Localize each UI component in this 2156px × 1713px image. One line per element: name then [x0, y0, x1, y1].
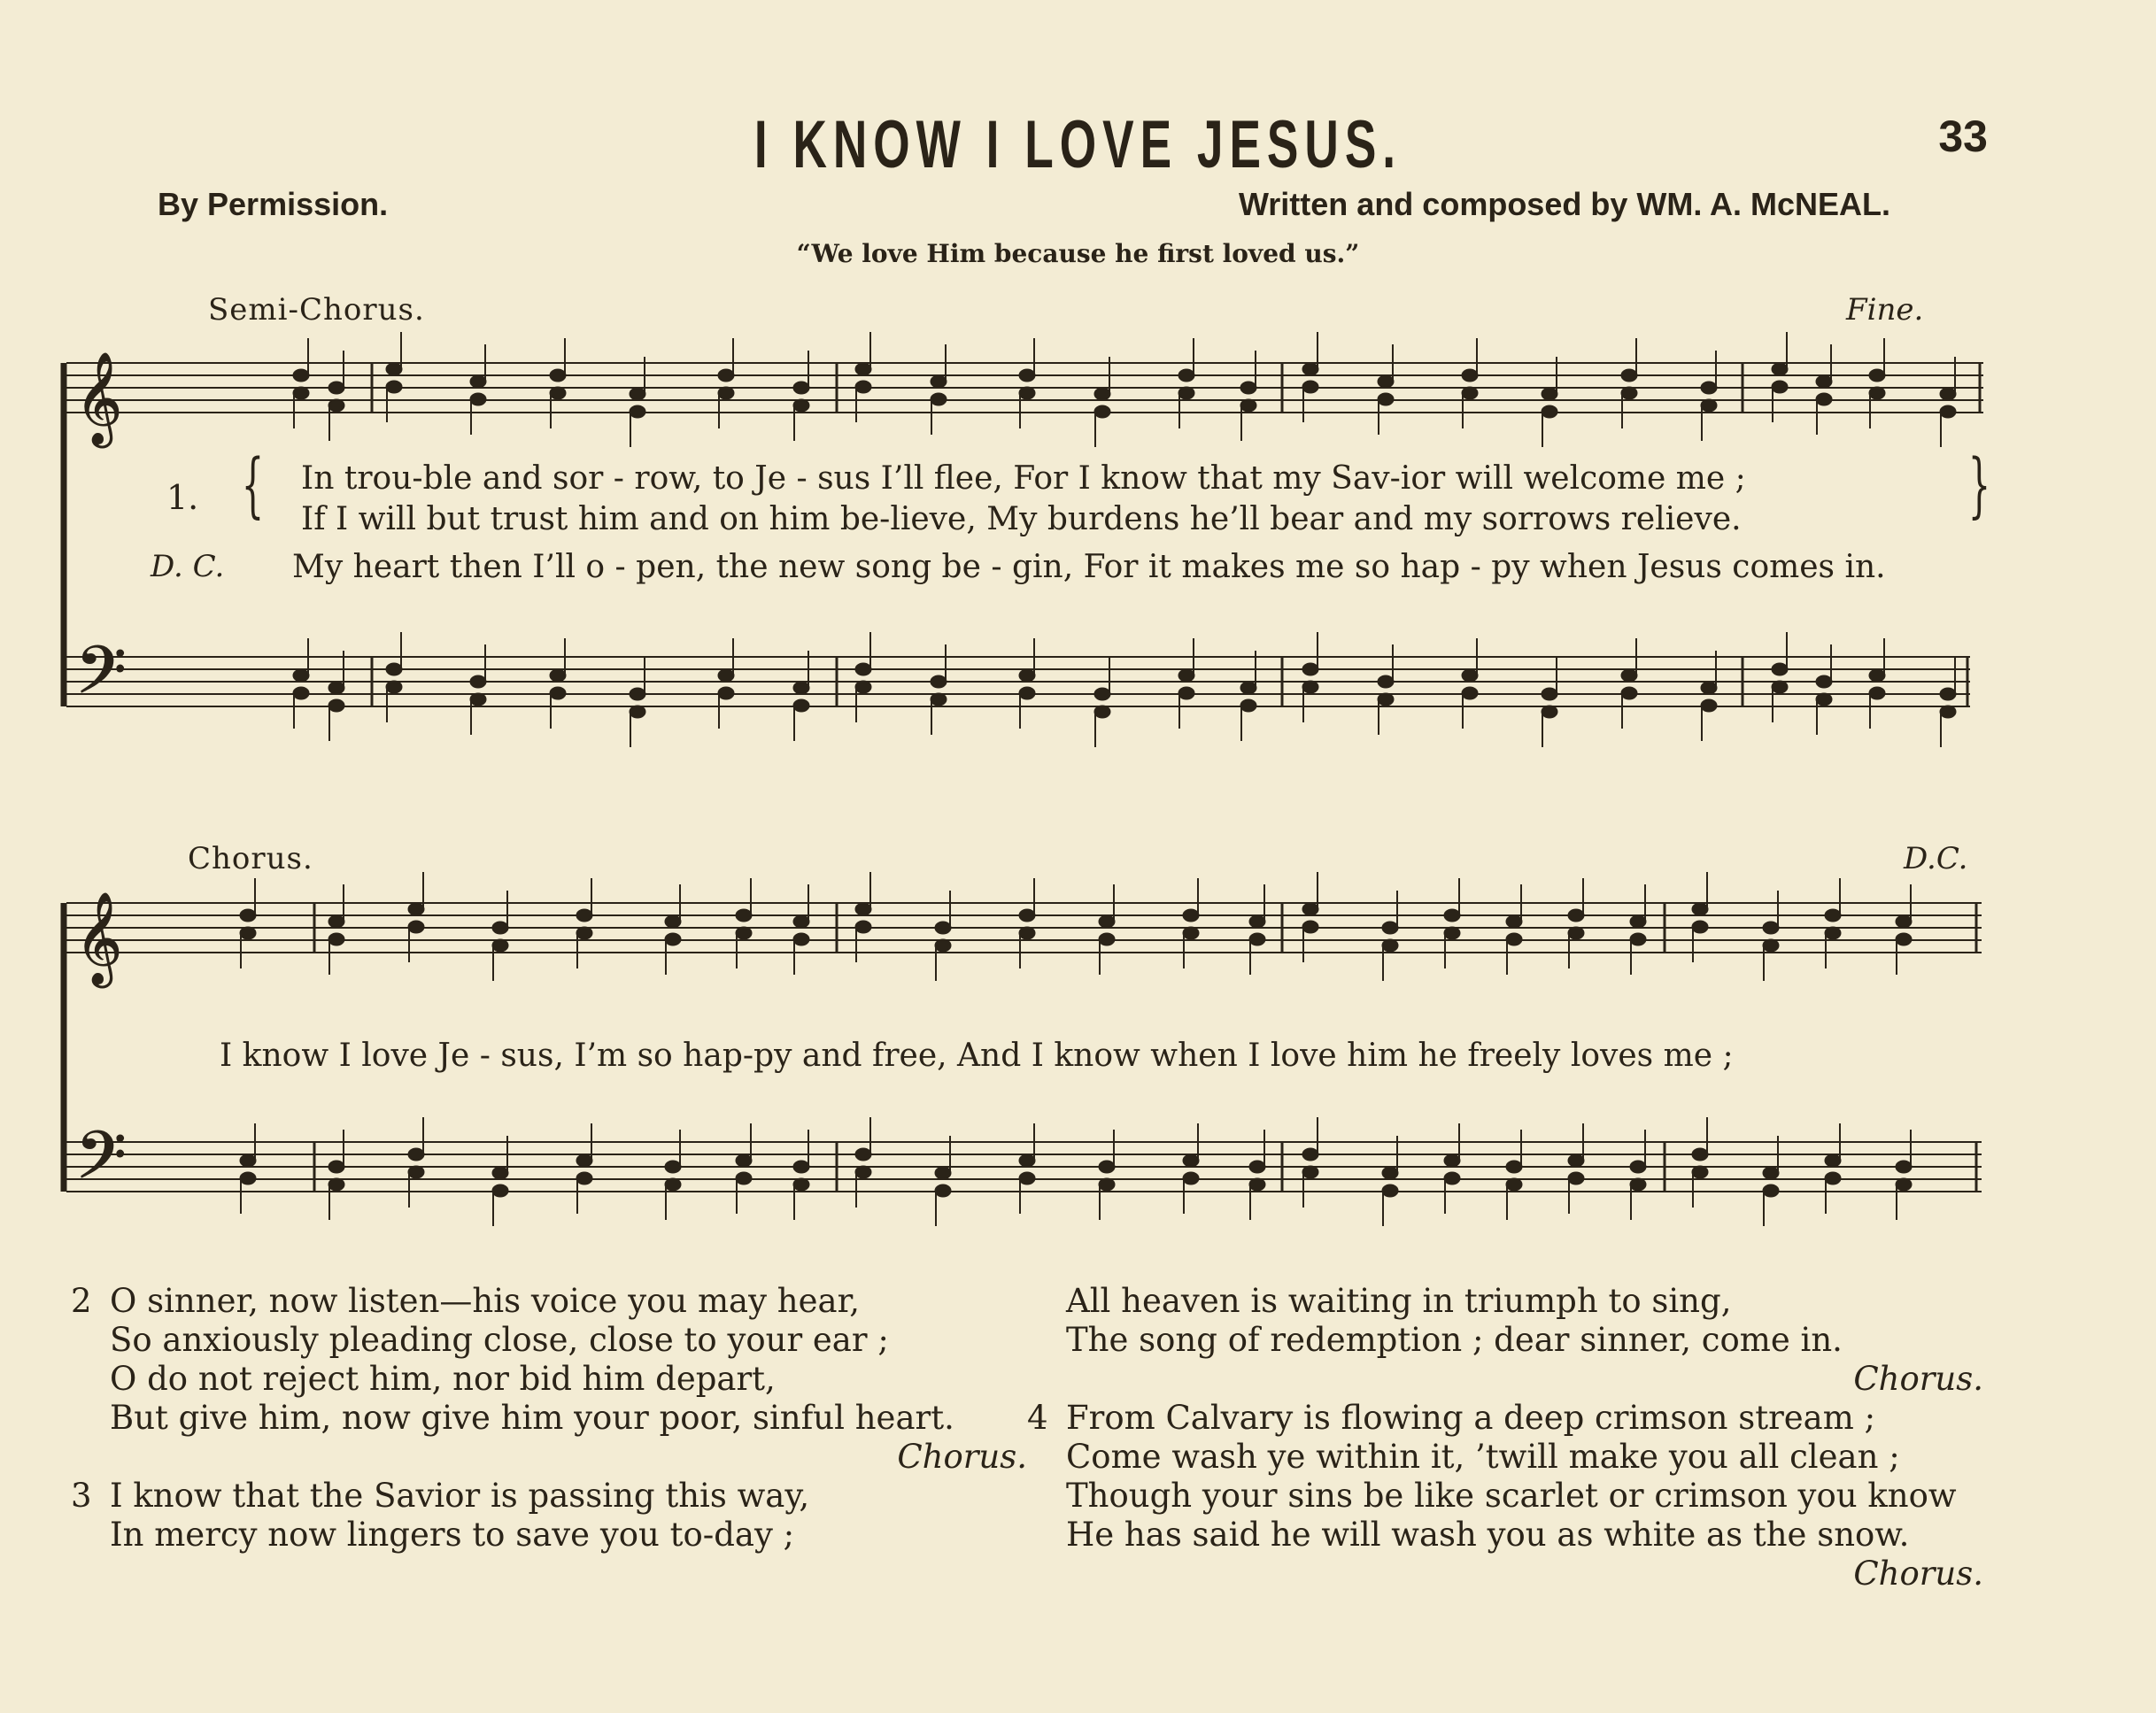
note-head [793, 915, 809, 928]
note-head [386, 381, 402, 393]
note-head [1099, 1161, 1115, 1173]
note-head [576, 909, 592, 922]
note-head [1094, 706, 1110, 718]
note-head [793, 399, 809, 412]
note-head [855, 921, 871, 933]
verse-text: But give him, now give him your poor, sinful heart. [110, 1399, 954, 1437]
note-head [1302, 663, 1318, 675]
note-head [1378, 375, 1394, 388]
verse-line [1027, 1477, 1983, 1516]
note-head [240, 927, 256, 939]
verse-line [1027, 1516, 1983, 1555]
verse-text: Though your sins be like scarlet or crimson you know [1066, 1477, 1957, 1515]
note-head [1183, 927, 1199, 939]
note-head [630, 688, 645, 700]
note-head [1568, 1172, 1584, 1184]
note-head [1019, 387, 1035, 399]
note-head [1099, 915, 1115, 928]
note-head [718, 669, 734, 682]
note-head [1462, 687, 1478, 699]
note-head [576, 927, 592, 939]
note-head [576, 1172, 592, 1184]
note-head [1701, 382, 1717, 394]
verse-number: 3 [71, 1477, 92, 1515]
note-head [1249, 915, 1265, 928]
note-head [1183, 909, 1199, 922]
note-head [855, 663, 871, 675]
note-head [855, 681, 871, 693]
note-head [1542, 405, 1557, 418]
verse-line [1027, 1282, 1983, 1321]
note-head [328, 682, 344, 694]
note-head [1621, 387, 1637, 399]
verse-line [1027, 1438, 1983, 1477]
note-head [1630, 915, 1646, 928]
note-head [1630, 1178, 1646, 1191]
note-head [386, 681, 402, 693]
dc-lyric-line: My heart then I’ll o - pen, the new song be - gin, For it makes me so hap - py when Jesus comes in. [292, 549, 1886, 585]
note-head [1444, 1154, 1460, 1167]
note-head [855, 903, 871, 915]
verse-text: The song of redemption ; dear sinner, come in. [1066, 1321, 1843, 1359]
note-head [1240, 682, 1256, 694]
bass-clef-icon: 𝄢 [75, 1117, 127, 1210]
note-head [240, 909, 256, 922]
note-head [1378, 675, 1394, 688]
note-head [736, 927, 752, 939]
bass-clef-icon: 𝄢 [75, 632, 127, 725]
note-head [1772, 363, 1788, 375]
note-head [1378, 393, 1394, 405]
note-head [1444, 1172, 1460, 1184]
note-head [492, 939, 508, 952]
note-head [293, 687, 309, 699]
note-head [328, 1161, 344, 1173]
note-head [1896, 915, 1912, 928]
verse-text: So anxiously pleading close, close to your ear ; [110, 1321, 889, 1359]
note-head [1701, 699, 1717, 712]
epigraph: “We love Him because he first loved us.” [796, 239, 1360, 268]
note-head [1178, 387, 1194, 399]
note-head [931, 693, 947, 706]
note-head [1772, 681, 1788, 693]
note-head [665, 915, 681, 928]
note-head [1763, 1184, 1779, 1197]
note-head [408, 921, 424, 933]
verse-text: Come wash ye within it, ’twill make you all clean ; [1066, 1438, 1900, 1476]
hymn-title: I KNOW I LOVE JESUS. [753, 107, 1403, 182]
verse-line [1027, 1321, 1983, 1360]
note-head [1302, 1166, 1318, 1178]
treble-clef-icon: 𝄞 [75, 891, 123, 984]
verse-line [71, 1321, 1027, 1360]
fine-marker: Fine. [1846, 292, 1924, 328]
note-head [793, 933, 809, 945]
note-head [1444, 909, 1460, 922]
note-head [1378, 693, 1394, 706]
note-head [665, 1161, 681, 1173]
note-head [1692, 903, 1708, 915]
chorus-label: Chorus. [188, 841, 313, 876]
note-head [408, 903, 424, 915]
note-head [1621, 669, 1637, 682]
verse-text: From Calvary is flowing a deep crimson stream ; [1066, 1399, 1876, 1437]
note-head [1019, 1154, 1035, 1167]
note-head [1019, 1172, 1035, 1184]
note-head [1019, 669, 1035, 682]
note-head [1940, 706, 1956, 718]
note-head [1869, 669, 1885, 682]
note-head [293, 669, 309, 682]
note-head [1249, 933, 1265, 945]
note-head [470, 675, 486, 688]
note-head [736, 1154, 752, 1167]
note-head [240, 1154, 256, 1167]
note-head [1302, 381, 1318, 393]
note-head [408, 1166, 424, 1178]
chorus-marker: Chorus. [897, 1438, 1027, 1476]
verses-left-column [71, 1282, 1027, 1555]
permission-note: By Permission. [158, 186, 389, 222]
note-head [718, 687, 734, 699]
note-head [855, 1148, 871, 1161]
note-head [328, 1178, 344, 1191]
note-head [386, 663, 402, 675]
note-head [470, 693, 486, 706]
verse-text: O sinner, now listen—his voice you may hear, [110, 1282, 860, 1320]
chorus-marker: Chorus. [1853, 1555, 1983, 1593]
note-head [665, 933, 681, 945]
lyric-line-1: In trou-ble and sor - row, to Je - sus I’ll flee, For I know that my Sav-ior will welcome me ; [301, 460, 1746, 497]
note-head [328, 399, 344, 412]
note-head [935, 939, 951, 952]
note-head [1940, 388, 1956, 400]
note-head [1816, 693, 1832, 706]
left-brace: { [241, 444, 265, 526]
note-head [492, 922, 508, 934]
note-head [492, 1184, 508, 1197]
note-head [1896, 1178, 1912, 1191]
note-head [1302, 921, 1318, 933]
note-head [550, 387, 566, 399]
verse-text: He has said he will wash you as white as the snow. [1066, 1516, 1910, 1554]
note-head [293, 369, 309, 382]
note-head [328, 382, 344, 394]
note-head [492, 1167, 508, 1179]
note-head [855, 1166, 871, 1178]
composer-credit: Written and composed by WM. A. McNEAL. [1238, 186, 1890, 222]
verse-line [71, 1399, 1027, 1438]
note-head [1099, 933, 1115, 945]
note-head [1542, 706, 1557, 718]
note-head [1506, 1161, 1522, 1173]
chorus-marker: Chorus. [1853, 1360, 1983, 1398]
right-brace: } [1967, 444, 1991, 526]
note-head [1178, 687, 1194, 699]
note-head [1240, 699, 1256, 712]
note-head [1382, 1184, 1398, 1197]
note-head [240, 1172, 256, 1184]
chorus-lyric-line: I know I love Je - sus, I’m so hap-py and free, And I know when I love him he freely loves me ; [220, 1038, 1734, 1074]
note-head [1692, 1148, 1708, 1161]
note-head [793, 682, 809, 694]
note-head [1825, 1154, 1841, 1167]
verse-number: 2 [71, 1282, 92, 1320]
note-head [718, 369, 734, 382]
note-head [1896, 933, 1912, 945]
note-head [935, 1184, 951, 1197]
note-head [1302, 681, 1318, 693]
note-head [1240, 382, 1256, 394]
note-head [931, 375, 947, 388]
note-head [1506, 1178, 1522, 1191]
note-head [1816, 675, 1832, 688]
note-head [1240, 399, 1256, 412]
verse-line [71, 1516, 1027, 1555]
note-head [630, 706, 645, 718]
verse-number: 4 [1027, 1399, 1048, 1437]
verse-text: All heaven is waiting in triumph to sing, [1066, 1282, 1732, 1320]
treble-clef-icon: 𝄞 [75, 351, 123, 444]
note-head [1302, 903, 1318, 915]
verse-text: In mercy now lingers to save you to-day ; [110, 1516, 795, 1554]
verse-line [1027, 1555, 1983, 1593]
note-head [1542, 688, 1557, 700]
verse-line [71, 1360, 1027, 1399]
note-head [793, 1161, 809, 1173]
note-head [1444, 927, 1460, 939]
dc-marker: D.C. [1904, 841, 1968, 876]
note-head [1630, 933, 1646, 945]
note-head [1506, 933, 1522, 945]
note-head [1094, 388, 1110, 400]
note-head [550, 669, 566, 682]
verse-text: I know that the Savior is passing this way, [110, 1477, 810, 1515]
note-head [1701, 399, 1717, 412]
note-head [855, 363, 871, 375]
note-head [1772, 381, 1788, 393]
note-head [1825, 1172, 1841, 1184]
note-head [293, 387, 309, 399]
note-head [1462, 369, 1478, 382]
note-head [931, 675, 947, 688]
note-head [1869, 687, 1885, 699]
note-head [1763, 939, 1779, 952]
note-head [1382, 939, 1398, 952]
note-head [1382, 1167, 1398, 1179]
verse-line [71, 1438, 1027, 1477]
note-head [576, 1154, 592, 1167]
note-head [1568, 909, 1584, 922]
note-head [1763, 922, 1779, 934]
note-head [1621, 687, 1637, 699]
note-head [665, 1178, 681, 1191]
note-head [1940, 688, 1956, 700]
note-head [1869, 387, 1885, 399]
note-head [1183, 1154, 1199, 1167]
note-head [550, 687, 566, 699]
note-head [1896, 1161, 1912, 1173]
note-head [1701, 682, 1717, 694]
note-head [1542, 388, 1557, 400]
note-head [855, 381, 871, 393]
note-head [328, 699, 344, 712]
note-head [1019, 687, 1035, 699]
note-head [470, 375, 486, 388]
note-head [1763, 1167, 1779, 1179]
note-head [1094, 405, 1110, 418]
note-head [470, 393, 486, 405]
lyric-line-2: If I will but trust him and on him be-lieve, My burdens he’ll bear and my sorrows relieve. [301, 501, 1742, 537]
note-head [328, 915, 344, 928]
verse-line [1027, 1360, 1983, 1399]
note-head [550, 369, 566, 382]
note-head [1462, 669, 1478, 682]
note-head [793, 382, 809, 394]
note-head [1825, 927, 1841, 939]
verse-line [1027, 1399, 1983, 1438]
note-head [386, 363, 402, 375]
note-head [630, 388, 645, 400]
note-head [1302, 1148, 1318, 1161]
note-head [408, 1148, 424, 1161]
note-head [1094, 688, 1110, 700]
verse-number: 1. [166, 478, 199, 517]
note-head [630, 405, 645, 418]
note-head [1630, 1161, 1646, 1173]
note-head [1019, 927, 1035, 939]
note-head [1019, 909, 1035, 922]
note-head [1249, 1161, 1265, 1173]
dc-label: D. C. [151, 549, 225, 584]
note-head [1249, 1178, 1265, 1191]
verse-line [71, 1282, 1027, 1321]
note-head [1183, 1172, 1199, 1184]
note-head [1506, 915, 1522, 928]
note-head [1692, 1166, 1708, 1178]
note-head [793, 1178, 809, 1191]
note-head [1178, 369, 1194, 382]
note-head [1621, 369, 1637, 382]
note-head [1462, 387, 1478, 399]
note-head [1825, 909, 1841, 922]
note-head [1869, 369, 1885, 382]
note-head [1692, 921, 1708, 933]
note-head [931, 393, 947, 405]
page-number: 33 [1938, 112, 1988, 161]
note-head [1816, 393, 1832, 405]
note-head [1772, 663, 1788, 675]
note-head [328, 933, 344, 945]
note-head [1019, 369, 1035, 382]
note-head [793, 699, 809, 712]
note-head [1568, 1154, 1584, 1167]
note-head [1099, 1178, 1115, 1191]
note-head [1382, 922, 1398, 934]
note-head [736, 909, 752, 922]
note-head [1816, 375, 1832, 388]
note-head [1568, 927, 1584, 939]
note-head [736, 1172, 752, 1184]
verses-right-column [1027, 1282, 1983, 1593]
note-head [935, 922, 951, 934]
semi-chorus-label: Semi-Chorus. [208, 292, 425, 328]
note-head [935, 1167, 951, 1179]
verse-text: O do not reject him, nor bid him depart, [110, 1360, 776, 1398]
note-head [1940, 405, 1956, 418]
note-head [1302, 363, 1318, 375]
note-head [718, 387, 734, 399]
note-head [1178, 669, 1194, 682]
verse-line [71, 1477, 1027, 1516]
